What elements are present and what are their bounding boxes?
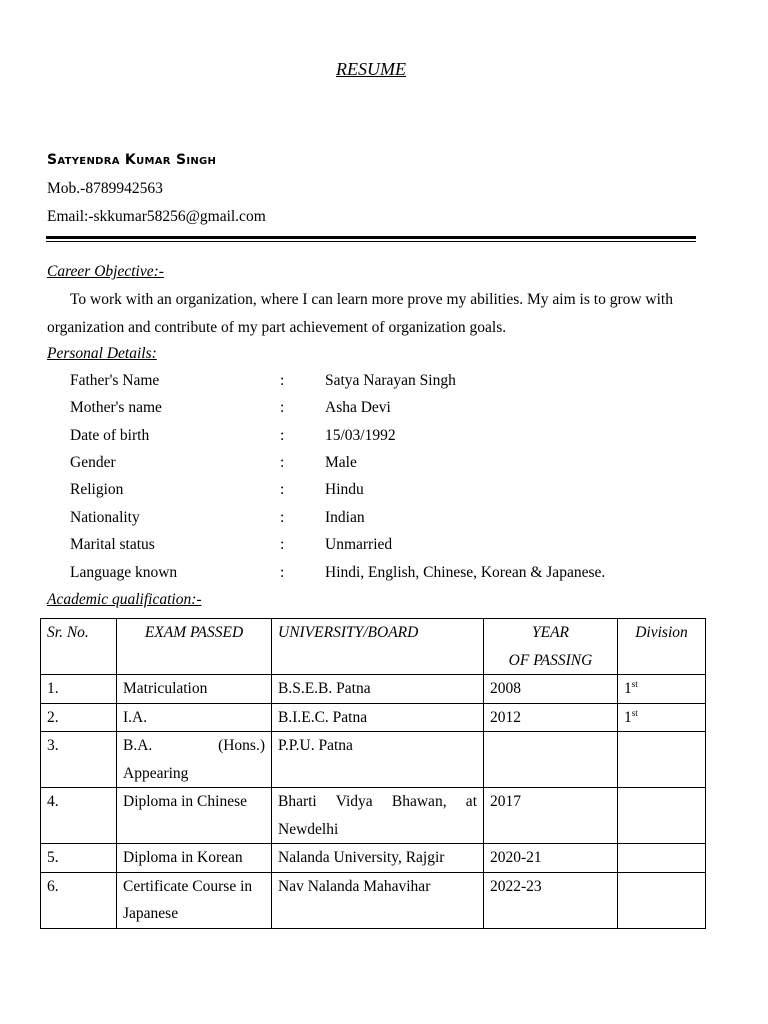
cell-sr: 1.: [41, 675, 117, 704]
pd-label-language: Language known: [70, 564, 178, 581]
pd-value-gender: Male: [325, 454, 357, 471]
pd-value-language: Hindi, English, Chinese, Korean & Japanese.: [325, 564, 606, 581]
cell-exam: I.A.: [117, 703, 272, 732]
cell-year: 2020-21: [484, 844, 618, 873]
career-objective-text: To work with an organization, where I can learn more prove my abilities. My aim is to grow with organization and contribute of my part achievement of organization goals.: [47, 291, 673, 336]
pd-label-marital: Marital status: [70, 536, 155, 553]
career-objective-heading: Career Objective:-: [47, 263, 164, 280]
cell-sr: 5.: [41, 844, 117, 873]
academic-table: [40, 618, 706, 929]
pd-value-mother: Asha Devi: [325, 399, 391, 416]
cell-division: [618, 675, 706, 704]
pd-label-nationality: Nationality: [70, 509, 140, 526]
pd-label-religion: Religion: [70, 481, 124, 498]
table-row: [41, 788, 706, 844]
cell-exam-line2: Appearing: [123, 764, 189, 782]
col-header-sr: Sr. No.: [41, 619, 117, 675]
division-suffix: st: [631, 707, 638, 718]
table-row: [41, 675, 706, 704]
cell-sr: 2.: [41, 703, 117, 732]
pd-separator: :: [280, 399, 285, 416]
cell-exam-line2: Japanese: [123, 905, 179, 922]
cell-year: 2008: [484, 675, 618, 704]
col-header-year-line2: OF PASSING: [508, 651, 593, 669]
cell-sr: 3.: [41, 732, 117, 788]
cell-year: 2012: [484, 703, 618, 732]
col-header-exam: EXAM PASSED: [117, 619, 272, 675]
pd-label-mother: Mother's name: [70, 399, 162, 416]
cell-year: 2017: [484, 788, 618, 844]
personal-details-heading: Personal Details:: [47, 345, 157, 362]
pd-separator: :: [280, 372, 285, 389]
division-value: 1: [624, 680, 632, 697]
cell-sr: 6.: [41, 872, 117, 928]
cell-exam: [117, 872, 272, 928]
cell-division: [618, 703, 706, 732]
cell-sr: 4.: [41, 788, 117, 844]
pd-value-marital: Unmarried: [325, 536, 393, 553]
division-value: 1: [624, 708, 632, 726]
cell-board: P.P.U. Patna: [272, 732, 484, 788]
cell-division: [618, 872, 706, 928]
pd-separator: :: [280, 454, 285, 471]
cell-year: 2022-23: [484, 872, 618, 928]
pd-label-father: Father's Name: [70, 372, 160, 389]
cell-exam: Diploma in Chinese: [117, 788, 272, 844]
cell-board-line2: Newdelhi: [278, 820, 339, 838]
pd-value-religion: Hindu: [325, 481, 364, 498]
candidate-name: Satyendra Kumar Singh: [47, 152, 217, 168]
header-divider-thick: [46, 236, 696, 239]
cell-board: [272, 788, 484, 844]
cell-exam-line1: B.A. (Hons.): [123, 737, 265, 754]
cell-exam: Diploma in Korean: [117, 844, 272, 873]
cell-division: [618, 844, 706, 873]
division-suffix: st: [631, 679, 638, 689]
cell-board-line1: Bharti Vidya Bhawan, at: [278, 793, 477, 810]
cell-exam: Matriculation: [117, 675, 272, 704]
pd-value-dob: 15/03/1992: [325, 427, 396, 444]
table-header-row: [41, 619, 706, 675]
col-header-board: UNIVERSITY/BOARD: [272, 619, 484, 675]
cell-exam-line1: Certificate Course in: [123, 877, 253, 895]
pd-separator: :: [280, 564, 285, 581]
col-header-year: [484, 619, 618, 675]
cell-board: B.I.E.C. Patna: [272, 703, 484, 732]
pd-separator: :: [280, 536, 285, 553]
page-title: RESUME: [336, 59, 406, 79]
table-row: [41, 732, 706, 788]
pd-separator: :: [280, 509, 285, 526]
mobile-number: Mob.-8789942563: [47, 180, 163, 197]
table-row: [41, 844, 706, 873]
cell-board: Nav Nalanda Mahavihar: [272, 872, 484, 928]
pd-value-nationality: Indian: [325, 509, 365, 526]
table-row: [41, 703, 706, 732]
pd-separator: :: [280, 481, 285, 498]
email-address: Email:-skkumar58256@gmail.com: [47, 208, 266, 225]
cell-division: [618, 732, 706, 788]
cell-board: Nalanda University, Rajgir: [272, 844, 484, 873]
pd-label-gender: Gender: [70, 454, 116, 471]
academic-heading: Academic qualification:-: [47, 591, 202, 608]
pd-value-father: Satya Narayan Singh: [325, 372, 456, 389]
cell-exam: [117, 732, 272, 788]
col-header-year-line1: YEAR: [531, 624, 570, 641]
table-row: [41, 872, 706, 928]
cell-division: [618, 788, 706, 844]
cell-year: [484, 732, 618, 788]
cell-board: B.S.E.B. Patna: [272, 675, 484, 704]
header-divider-thin: [46, 241, 696, 242]
pd-separator: :: [280, 427, 285, 444]
col-header-division: Division: [618, 619, 706, 675]
pd-label-dob: Date of birth: [70, 427, 150, 444]
